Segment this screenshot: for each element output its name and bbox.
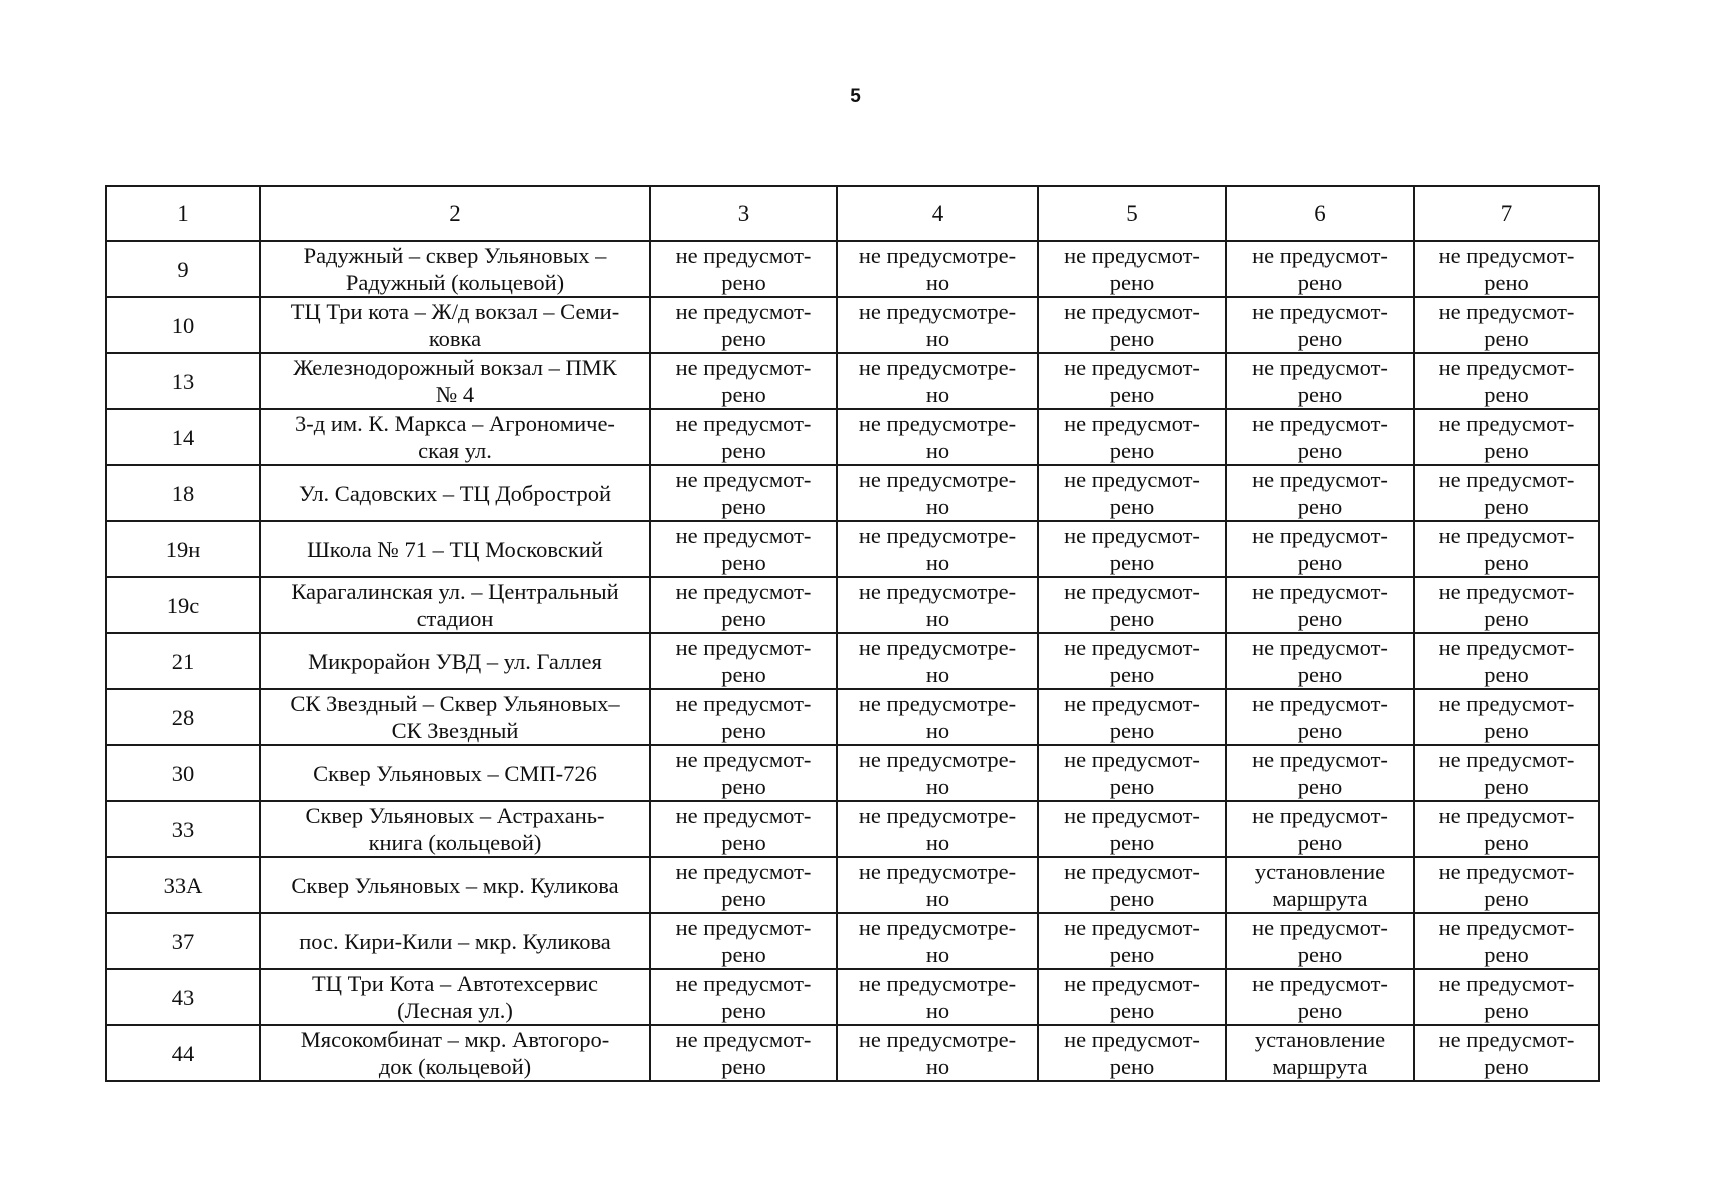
header-cell: 4 (837, 186, 1038, 241)
route-number-cell (106, 857, 260, 913)
cell-text: не предусмот- рено (1252, 691, 1388, 743)
cell-text: не предусмот- рено (675, 243, 812, 295)
route-name-cell (260, 745, 650, 801)
cell-text: пос. Кири-Кили – мкр. Куликова (299, 928, 611, 954)
cell-text: 3-д им. К. Маркса – Агрономиче- ская ул. (295, 411, 615, 463)
route-number-cell (106, 689, 260, 745)
col3-cell (650, 297, 837, 353)
table-row (106, 689, 1599, 745)
col4-cell (837, 969, 1038, 1025)
cell-text: не предусмот- рено (1438, 411, 1575, 463)
col6-cell (1226, 1025, 1414, 1081)
col3-cell (650, 633, 837, 689)
route-name-cell (260, 633, 650, 689)
col7-cell (1414, 353, 1599, 409)
col5-cell (1038, 521, 1226, 577)
route-name-cell (260, 857, 650, 913)
col3-cell (650, 1025, 837, 1081)
cell-text: Школа № 71 – ТЦ Московский (307, 536, 603, 562)
col5-cell (1038, 241, 1226, 297)
cell-text: не предусмотре- но (858, 579, 1017, 631)
cell-text: не предусмот- рено (1252, 579, 1388, 631)
cell-text: 28 (171, 704, 195, 730)
col5-cell (1038, 353, 1226, 409)
cell-text: 21 (171, 648, 195, 674)
col6-cell (1226, 857, 1414, 913)
col4-cell (837, 913, 1038, 969)
table-row (106, 857, 1599, 913)
col5-cell (1038, 745, 1226, 801)
route-number-cell (106, 241, 260, 297)
cell-text: не предусмот- рено (675, 635, 812, 687)
table-row (106, 521, 1599, 577)
col3-cell (650, 857, 837, 913)
route-name-cell (260, 521, 650, 577)
cell-text: 13 (171, 368, 195, 394)
route-number-cell (106, 353, 260, 409)
cell-text: не предусмотре- но (858, 299, 1017, 351)
col5-cell (1038, 857, 1226, 913)
col7-cell (1414, 297, 1599, 353)
cell-text: не предусмот- рено (1438, 579, 1575, 631)
route-number-cell (106, 577, 260, 633)
col4-cell (837, 409, 1038, 465)
cell-text: не предусмот- рено (675, 467, 812, 519)
col7-cell (1414, 913, 1599, 969)
cell-text: не предусмотре- но (858, 635, 1017, 687)
cell-text: не предусмот- рено (1438, 467, 1575, 519)
col7-cell (1414, 409, 1599, 465)
cell-text: не предусмот- рено (1438, 523, 1575, 575)
cell-text: не предусмотре- но (858, 859, 1017, 911)
cell-text: 19с (166, 592, 200, 618)
header-row (106, 186, 1599, 241)
cell-text: не предусмот- рено (1438, 803, 1575, 855)
cell-text: не предусмот- рено (675, 803, 812, 855)
header-cell: 3 (650, 186, 837, 241)
route-name-cell (260, 801, 650, 857)
col4-cell (837, 353, 1038, 409)
cell-text: не предусмотре- но (858, 523, 1017, 575)
cell-text: не предусмот- рено (1438, 1027, 1575, 1079)
col3-cell (650, 521, 837, 577)
table-row (106, 241, 1599, 297)
cell-text: 14 (171, 424, 195, 450)
cell-text: 10 (171, 312, 195, 338)
col4-cell (837, 465, 1038, 521)
col6-cell (1226, 353, 1414, 409)
cell-text: не предусмот- рено (1064, 1027, 1200, 1079)
col4-cell (837, 521, 1038, 577)
col6-cell (1226, 521, 1414, 577)
cell-text: Сквер Ульяновых – мкр. Куликова (291, 872, 619, 898)
cell-text: 44 (171, 1040, 195, 1066)
cell-text: Мясокомбинат – мкр. Автогоро- док (кольцевой) (300, 1027, 610, 1079)
cell-text: не предусмот- рено (1252, 411, 1388, 463)
route-name-cell (260, 1025, 650, 1081)
cell-text: не предусмотре- но (858, 747, 1017, 799)
col6-cell (1226, 689, 1414, 745)
col6-cell (1226, 409, 1414, 465)
table-row (106, 577, 1599, 633)
cell-text: не предусмот- рено (675, 915, 812, 967)
cell-text: не предусмот- рено (1438, 635, 1575, 687)
col7-cell (1414, 465, 1599, 521)
cell-text: не предусмот- рено (675, 523, 812, 575)
route-name-cell (260, 913, 650, 969)
cell-text: ТЦ Три кота – Ж/д вокзал – Семи- ковка (290, 299, 620, 351)
col5-cell (1038, 297, 1226, 353)
route-name-cell (260, 969, 650, 1025)
col4-cell (837, 801, 1038, 857)
col3-cell (650, 913, 837, 969)
cell-text: 19н (165, 536, 201, 562)
cell-text: не предусмот- рено (1252, 747, 1388, 799)
cell-text: не предусмотре- но (858, 243, 1017, 295)
cell-text: не предусмот- рено (1064, 691, 1200, 743)
cell-text: не предусмот- рено (1064, 747, 1200, 799)
col7-cell (1414, 633, 1599, 689)
header-cell: 6 (1226, 186, 1414, 241)
table-body (106, 186, 1599, 1081)
route-name-cell (260, 465, 650, 521)
cell-text: не предусмот- рено (1438, 915, 1575, 967)
col4-cell (837, 577, 1038, 633)
col6-cell (1226, 297, 1414, 353)
route-name-cell (260, 689, 650, 745)
table-row (106, 913, 1599, 969)
col3-cell (650, 353, 837, 409)
route-name-cell (260, 297, 650, 353)
col5-cell (1038, 913, 1226, 969)
cell-text: не предусмотре- но (858, 915, 1017, 967)
col7-cell (1414, 857, 1599, 913)
col6-cell (1226, 633, 1414, 689)
cell-text: не предусмот- рено (1064, 411, 1200, 463)
cell-text: 43 (171, 984, 195, 1010)
route-number-cell (106, 913, 260, 969)
route-name-cell (260, 353, 650, 409)
route-number-cell (106, 1025, 260, 1081)
table-row (106, 409, 1599, 465)
route-number-cell (106, 465, 260, 521)
header-cell: 1 (106, 186, 260, 241)
col7-cell (1414, 521, 1599, 577)
col7-cell (1414, 689, 1599, 745)
cell-text: не предусмотре- но (858, 355, 1017, 407)
route-name-cell (260, 577, 650, 633)
cell-text: не предусмотре- но (858, 411, 1017, 463)
cell-text: Железнодорожный вокзал – ПМК № 4 (293, 355, 617, 407)
cell-text: не предусмот- рено (675, 1027, 812, 1079)
cell-text: Радужный – сквер Ульяновых – Радужный (кольцевой) (303, 243, 607, 295)
col6-cell (1226, 745, 1414, 801)
cell-text: не предусмот- рено (1438, 747, 1575, 799)
table-row (106, 297, 1599, 353)
col3-cell (650, 689, 837, 745)
cell-text: не предусмот- рено (1252, 803, 1388, 855)
col4-cell (837, 745, 1038, 801)
col7-cell (1414, 241, 1599, 297)
col4-cell (837, 633, 1038, 689)
cell-text: не предусмот- рено (1438, 243, 1575, 295)
cell-text: не предусмот- рено (1252, 355, 1388, 407)
cell-text: Ул. Садовских – ТЦ Добрострой (298, 480, 612, 506)
col5-cell (1038, 577, 1226, 633)
cell-text: не предусмот- рено (675, 299, 812, 351)
cell-text: не предусмот- рено (1252, 915, 1388, 967)
table-row (106, 969, 1599, 1025)
cell-text: 33А (163, 872, 203, 898)
cell-text: не предусмот- рено (1438, 691, 1575, 743)
col4-cell (837, 689, 1038, 745)
col3-cell (650, 241, 837, 297)
col4-cell (837, 1025, 1038, 1081)
cell-text: не предусмот- рено (1064, 299, 1200, 351)
table-row (106, 745, 1599, 801)
col5-cell (1038, 465, 1226, 521)
cell-text: ТЦ Три Кота – Автотехсервис (Лесная ул.) (312, 971, 598, 1023)
col7-cell (1414, 969, 1599, 1025)
cell-text: Сквер Ульяновых – Астрахань- книга (кольцевой) (305, 803, 605, 855)
col6-cell (1226, 241, 1414, 297)
cell-text: не предусмот- рено (1064, 579, 1200, 631)
cell-text: не предусмот- рено (1252, 523, 1388, 575)
cell-text: Микрорайон УВД – ул. Галлея (308, 648, 602, 674)
route-number-cell (106, 801, 260, 857)
cell-text: не предусмот- рено (675, 747, 812, 799)
cell-text: не предусмот- рено (1438, 299, 1575, 351)
col5-cell (1038, 409, 1226, 465)
cell-text: 9 (177, 256, 189, 282)
cell-text: 30 (171, 760, 195, 786)
cell-text: не предусмот- рено (675, 411, 812, 463)
cell-text: не предусмот- рено (1064, 635, 1200, 687)
table-row (106, 353, 1599, 409)
col3-cell (650, 969, 837, 1025)
cell-text: не предусмотре- но (858, 691, 1017, 743)
col5-cell (1038, 969, 1226, 1025)
table-row (106, 1025, 1599, 1081)
cell-text: не предусмот- рено (675, 971, 812, 1023)
cell-text: не предусмот- рено (1064, 915, 1200, 967)
cell-text: не предусмот- рено (675, 859, 812, 911)
cell-text: не предусмот- рено (1064, 243, 1200, 295)
cell-text: 37 (171, 928, 195, 954)
col7-cell (1414, 1025, 1599, 1081)
cell-text: не предусмот- рено (1252, 467, 1388, 519)
cell-text: не предусмот- рено (1252, 299, 1388, 351)
cell-text: Сквер Ульяновых – СМП-726 (313, 760, 597, 786)
route-number-cell (106, 633, 260, 689)
col6-cell (1226, 913, 1414, 969)
route-number-cell (106, 969, 260, 1025)
col5-cell (1038, 801, 1226, 857)
col3-cell (650, 745, 837, 801)
cell-text: не предусмот- рено (1064, 467, 1200, 519)
col3-cell (650, 409, 837, 465)
header-cell: 7 (1414, 186, 1599, 241)
route-number-cell (106, 745, 260, 801)
cell-text: не предусмот- рено (1252, 971, 1388, 1023)
cell-text: не предусмотре- но (858, 971, 1017, 1023)
col4-cell (837, 857, 1038, 913)
col4-cell (837, 241, 1038, 297)
cell-text: установление маршрута (1254, 1027, 1386, 1079)
cell-text: 33 (171, 816, 195, 842)
col6-cell (1226, 969, 1414, 1025)
cell-text: не предусмот- рено (675, 691, 812, 743)
cell-text: не предусмот- рено (1438, 859, 1575, 911)
table-row (106, 801, 1599, 857)
header-cell: 2 (260, 186, 650, 241)
col3-cell (650, 801, 837, 857)
cell-text: Карагалинская ул. – Центральный стадион (291, 579, 619, 631)
cell-text: не предусмот- рено (1064, 971, 1200, 1023)
table-row (106, 465, 1599, 521)
route-number-cell (106, 521, 260, 577)
route-number-cell (106, 409, 260, 465)
col7-cell (1414, 577, 1599, 633)
cell-text: не предусмотре- но (858, 467, 1017, 519)
cell-text: не предусмот- рено (1064, 523, 1200, 575)
col6-cell (1226, 577, 1414, 633)
col3-cell (650, 577, 837, 633)
cell-text: 18 (171, 480, 195, 506)
cell-text: установление маршрута (1254, 859, 1386, 911)
cell-text: не предусмот- рено (1252, 243, 1388, 295)
route-number-cell (106, 297, 260, 353)
col5-cell (1038, 1025, 1226, 1081)
col3-cell (650, 465, 837, 521)
col7-cell (1414, 801, 1599, 857)
cell-text: не предусмот- рено (1252, 635, 1388, 687)
cell-text: не предусмот- рено (1064, 859, 1200, 911)
table-row (106, 633, 1599, 689)
col4-cell (837, 297, 1038, 353)
route-name-cell (260, 241, 650, 297)
routes-table (105, 185, 1600, 1082)
cell-text: не предусмот- рено (1438, 355, 1575, 407)
page-number: 5 (850, 86, 861, 107)
cell-text: не предусмот- рено (675, 579, 812, 631)
cell-text: не предусмотре- но (858, 1027, 1017, 1079)
col7-cell (1414, 745, 1599, 801)
cell-text: СК Звездный – Сквер Ульяновых– СК Звездный (290, 691, 620, 743)
cell-text: не предусмот- рено (1064, 355, 1200, 407)
header-cell: 5 (1038, 186, 1226, 241)
cell-text: не предусмот- рено (1438, 971, 1575, 1023)
cell-text: не предусмот- рено (675, 355, 812, 407)
route-name-cell (260, 409, 650, 465)
col5-cell (1038, 689, 1226, 745)
cell-text: не предусмотре- но (858, 803, 1017, 855)
col6-cell (1226, 801, 1414, 857)
col6-cell (1226, 465, 1414, 521)
col5-cell (1038, 633, 1226, 689)
cell-text: не предусмот- рено (1064, 803, 1200, 855)
